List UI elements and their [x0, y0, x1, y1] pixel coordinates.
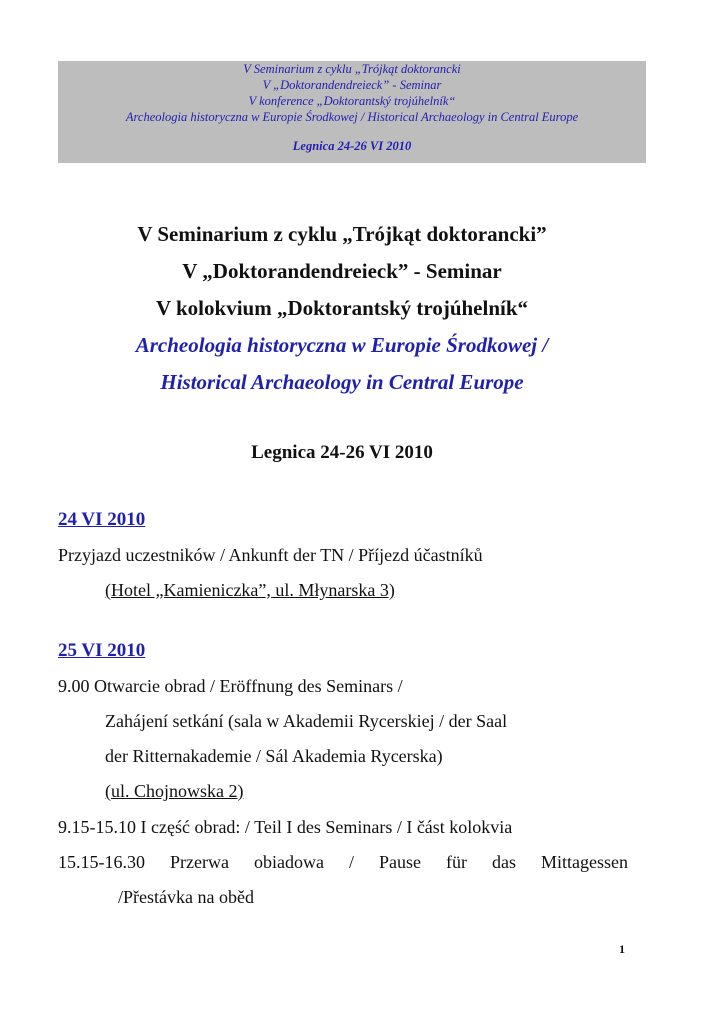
lunch-word: Mittagessen — [540, 852, 628, 872]
lunch-word: 15.15-16.30 — [58, 852, 145, 872]
header-line-1: V Seminarium z cyklu „Trójkąt doktorancki — [243, 62, 461, 76]
opening-address: (ul. Chojnowska 2) — [105, 781, 244, 801]
lunch-word: Pause — [378, 852, 421, 872]
opening-line-1: 9.00 Otwarcie obrad / Eröffnung des Seminars / — [58, 676, 403, 696]
title-line-5: Historical Archaeology in Central Europe — [160, 370, 524, 394]
document-title — [0, 216, 684, 401]
lunch-word: Przerwa — [170, 852, 229, 872]
hotel-line: (Hotel „Kamieniczka”, ul. Młynarska 3) — [105, 580, 395, 600]
header-line-4: Archeologia historyczna w Europie Środkowej / Historical Archaeology in Central Europe — [125, 110, 579, 124]
opening-line-2: Zahájení setkání (sala w Akademii Rycerskiej / der Saal — [105, 711, 508, 731]
lunch-word: / — [348, 852, 354, 872]
day-heading-25: 25 VI 2010 — [58, 640, 146, 661]
title-line-4: Archeologia historyczna w Europie Środkowej / — [135, 333, 549, 357]
title-line-1: V Seminarium z cyklu „Trójkąt doktorancki” — [137, 222, 547, 246]
header-line-3: V konference „Doktorantský trojúhelník“ — [248, 94, 456, 108]
place-and-date: Legnica 24-26 VI 2010 — [251, 442, 433, 463]
lunch-word: das — [491, 852, 516, 872]
lunch-word: für — [445, 852, 467, 872]
title-line-2: V „Doktorandendreieck” - Seminar — [182, 259, 502, 283]
lunch-line-2: /Přestávka na oběd — [118, 887, 254, 907]
title-line-3: V kolokvium „Doktorantský trojúhelník“ — [155, 296, 529, 320]
arrival-line: Przyjazd uczestników / Ankunft der TN / Příjezd účastníků — [58, 545, 483, 565]
page-number: 1 — [619, 942, 625, 956]
header-date: Legnica 24-26 VI 2010 — [292, 139, 412, 153]
opening-line-3: der Ritternakademie / Sál Akademia Rycerska) — [105, 746, 443, 766]
day-heading-24: 24 VI 2010 — [58, 509, 146, 530]
running-header-box — [58, 61, 646, 163]
lunch-word: obiadowa — [253, 852, 324, 872]
header-line-2: V „Doktorandendreieck” - Seminar — [262, 78, 442, 92]
session-1-line: 9.15-15.10 I część obrad: / Teil I des Seminars / I část kolokvia — [58, 817, 513, 837]
lunch-line-1 — [58, 852, 628, 873]
